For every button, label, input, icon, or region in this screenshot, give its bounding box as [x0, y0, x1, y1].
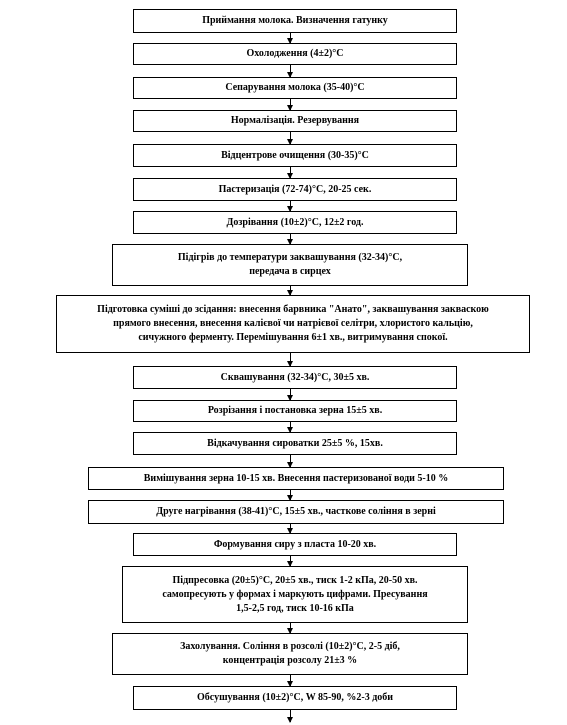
step-text-line: Підпресовка (20±5)°С, 20±5 хв., тиск 1-2 кПа, 20-50 хв. [172, 574, 418, 586]
step-text-line: Охолодження (4±2)°С [246, 48, 344, 59]
step-text-line: самопресують у формах і маркують цифрами. Пресування [162, 588, 428, 600]
step-text [246, 47, 343, 61]
step-text [221, 149, 369, 163]
process-step-1 [133, 9, 457, 33]
step-text-line: Захолування. Соління в розсолі (10±2)°С, 2-5 діб, [180, 641, 400, 652]
flow-arrow [290, 65, 291, 77]
process-step-14 [88, 500, 504, 524]
process-step-11 [133, 400, 457, 422]
step-text [97, 303, 489, 345]
step-text-line: Вимішування зерна 10-15 хв. Внесення пастеризованої води 5-10 % [143, 472, 449, 484]
process-step-12 [133, 432, 457, 455]
process-step-6 [133, 178, 457, 201]
flow-arrow [290, 623, 291, 633]
step-text-line: Нормалізація. Резервування [230, 115, 360, 126]
flow-arrow [290, 455, 291, 467]
flow-arrow [290, 201, 291, 211]
step-text-line: Обсушування (10±2)°С, W 85-90, %2-3 доби [196, 692, 394, 703]
step-text [202, 14, 388, 28]
step-text-line: Підігрів до температури заквашування (32-34)°С, [177, 252, 403, 263]
flow-arrow [290, 33, 291, 43]
step-text-line: 1,5-2,5 год, тиск 10-16 кПа [236, 602, 354, 614]
step-text-line: Сепарування молока (35-40)°С [225, 82, 365, 93]
step-text [219, 183, 372, 197]
process-step-10 [133, 366, 457, 389]
flow-arrow [290, 556, 291, 566]
step-text-line: концентрація розсолу 21±3 % [222, 655, 358, 666]
step-text-line: Формування сиру з пласта 10-20 хв. [213, 538, 377, 550]
flow-arrow [290, 353, 291, 366]
flow-arrow [290, 167, 291, 178]
step-text [231, 114, 359, 128]
process-step-15 [133, 533, 457, 556]
process-step-8 [112, 244, 468, 286]
process-step-5 [133, 144, 457, 167]
step-text [180, 640, 400, 668]
step-text-line: Підготовка суміші до зсідання: внесення барвника "Анато", заквашування закваскою [97, 304, 489, 315]
step-text [225, 81, 364, 95]
step-text-line: Розрізання і постановка зерна 15±5 хв. [207, 405, 383, 416]
step-text-line: Сквашування (32-34)°С, 30±5 хв. [220, 371, 370, 383]
step-text-line: Друге нагрівання (38-41)°С, 15±5 хв., часткове соління в зерні [156, 506, 436, 517]
flow-arrow [290, 132, 291, 144]
step-text [221, 371, 370, 385]
step-text-line: Пастеризація (72-74)°С, 20-25 сек. [218, 183, 372, 195]
step-text-line: прямого внесення, внесення калієвої чи натрієвої селітри, хлористого кальцію, [113, 318, 473, 329]
step-text [144, 472, 448, 486]
flow-arrow [290, 524, 291, 533]
flow-arrow [290, 675, 291, 686]
process-step-17 [112, 633, 468, 675]
step-text-line: Відцентрове очищення (30-35)°С [221, 149, 369, 161]
step-text-line: сичужного ферменту. Перемішування 6±1 хв., витримування спокої. [138, 332, 448, 343]
process-step-13 [88, 467, 504, 490]
step-text-line: Дозрівання (10±2)°С, 12±2 год. [226, 216, 364, 228]
process-step-16 [122, 566, 468, 623]
step-text [208, 404, 382, 418]
process-step-3 [133, 77, 457, 99]
step-text [162, 574, 427, 616]
step-text [207, 437, 383, 451]
process-step-9 [56, 295, 530, 353]
process-step-18 [133, 686, 457, 710]
step-text-line: Відкачування сироватки 25±5 %, 15хв. [207, 437, 383, 449]
flow-arrow [290, 234, 291, 244]
flow-arrow [290, 286, 291, 295]
flow-arrow [290, 422, 291, 432]
step-text [197, 691, 393, 705]
flow-arrow [290, 710, 291, 722]
flow-arrow [290, 99, 291, 110]
step-text [214, 538, 376, 552]
flow-arrow [290, 389, 291, 400]
process-step-7 [133, 211, 457, 234]
step-text [227, 216, 364, 230]
step-text-line: Приймання молока. Визначення гатунку [202, 15, 388, 26]
flow-arrow [290, 490, 291, 500]
step-text [178, 251, 402, 279]
process-step-4 [133, 110, 457, 132]
step-text-line: передача в сирцех [249, 266, 331, 277]
step-text [156, 505, 436, 519]
process-step-2 [133, 43, 457, 65]
